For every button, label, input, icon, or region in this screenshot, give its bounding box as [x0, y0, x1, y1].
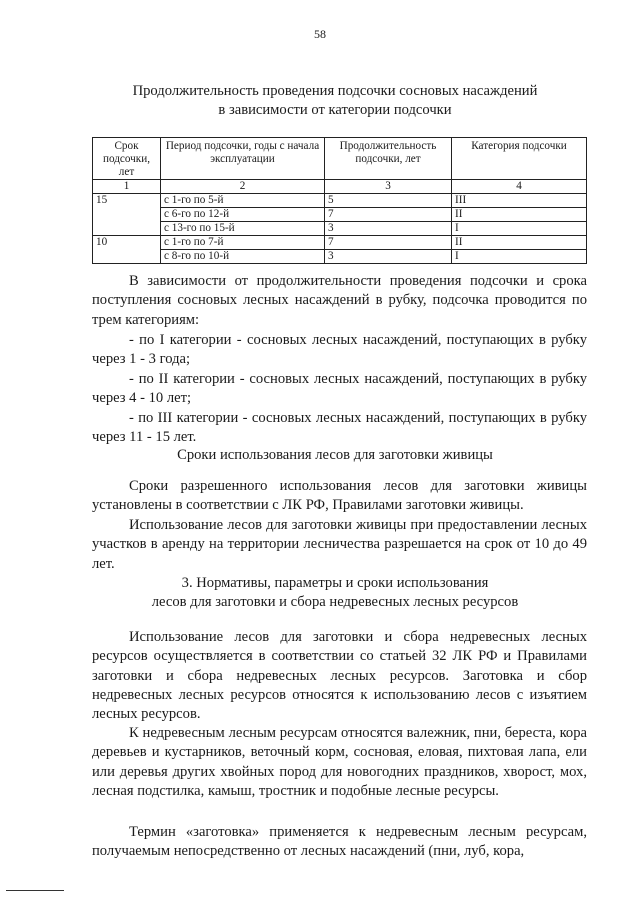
section-heading-resin-terms	[95, 446, 575, 465]
table-column-number: 4	[452, 180, 587, 194]
page-number: 58	[314, 27, 326, 41]
table-cell-period: с 6-го по 12-й	[161, 208, 325, 222]
tapping-duration-table	[92, 137, 587, 264]
table-cell-category: II	[452, 236, 587, 250]
section-heading-nonwood-line-2: лесов для заготовки и сбора недревесных лесных ресурсов	[151, 594, 519, 610]
table-column-number: 2	[161, 180, 325, 194]
table-cell-duration: 3	[325, 222, 452, 236]
table-cell-duration: 5	[325, 194, 452, 208]
table-row	[93, 222, 587, 236]
paragraph-nonwood-usage: Использование лесов для заготовки и сбора недревесных лесных ресурсов осуществляется в соответствии со статьей 32 ЛК РФ и Правилами заготовки и сбора недревесных лесных ресурсов. Заготовка и сбор недревесных лесных ресурсов относятся к использованию лесов с изъятием лесных ресурсов.	[92, 629, 587, 723]
table-header-category: Категория подсочки	[452, 138, 587, 180]
table-cell-term: 15	[93, 194, 161, 236]
table-title-line-2: в зависимости от категории подсочки	[218, 102, 452, 118]
table-column-numbers-row	[93, 180, 587, 194]
paragraph-term-harvest: Термин «заготовка» применяется к недревесным лесным ресурсам, получаемым непосредственно от лесных насаждений (пни, луб, кора,	[92, 824, 587, 860]
paragraph-nonwood-resources: К недревесным лесным ресурсам относятся валежник, пни, береста, кора деревьев и кустарников, веточный корм, сосновая, еловая, пихтовая лапа, ели или деревья других хвойных пород для новогодних праздников, хворост, мох, лесная подстилка, камыш, тростник и подобные лесные ресурсы.	[92, 725, 587, 799]
section-heading-nonwood	[95, 574, 575, 612]
table-row	[93, 194, 587, 208]
table-cell-category: II	[452, 208, 587, 222]
category-item-1: - по I категории - сосновых лесных насаждений, поступающих в рубку через 1 - 3 года;	[92, 332, 587, 368]
paragraph-resin-terms: Сроки разрешенного использования лесов для заготовки живицы установлены в соответствии с ЛК РФ, Правилами заготовки живицы.	[92, 478, 587, 514]
table-row	[93, 236, 587, 250]
table-header-period: Период подсочки, годы с начала эксплуатации	[161, 138, 325, 180]
table-cell-duration: 7	[325, 236, 452, 250]
table-cell-category: III	[452, 194, 587, 208]
section-heading-nonwood-line-1: 3. Нормативы, параметры и сроки использования	[181, 575, 489, 591]
category-item-3: - по III категории - сосновых лесных насаждений, поступающих в рубку через 11 - 15 лет.	[92, 410, 587, 446]
table-header-duration: Продолжительность подсочки, лет	[325, 138, 452, 180]
table-cell-period: с 1-го по 7-й	[161, 236, 325, 250]
table-title-line-1: Продолжительность проведения подсочки сосновых насаждений	[132, 83, 538, 99]
section-heading-text: Сроки использования лесов для заготовки живицы	[177, 447, 493, 463]
table-cell-period: с 8-го по 10-й	[161, 250, 325, 264]
table-cell-period: с 13-го по 15-й	[161, 222, 325, 236]
category-item-2: - по II категории - сосновых лесных насаждений, поступающих в рубку через 4 - 10 лет;	[92, 371, 587, 407]
table-cell-duration: 3	[325, 250, 452, 264]
table-cell-term: 10	[93, 236, 161, 264]
table-cell-duration: 7	[325, 208, 452, 222]
table-cell-category: I	[452, 222, 587, 236]
table-cell-category: I	[452, 250, 587, 264]
footnote-rule	[6, 890, 64, 891]
table-row	[93, 250, 587, 264]
table-column-number: 3	[325, 180, 452, 194]
paragraph-resin-lease: Использование лесов для заготовки живицы при предоставлении лесных участков в аренду на территории лесничества разрешается на срок от 10 до 49 лет.	[92, 517, 587, 572]
table-title	[95, 82, 575, 120]
table-header-row	[93, 138, 587, 180]
table-cell-period: с 1-го по 5-й	[161, 194, 325, 208]
paragraph-categories: В зависимости от продолжительности проведения подсочки и срока поступления сосновых лесных насаждений в рубку, подсочка проводится по трем категориям:	[92, 273, 587, 328]
table-column-number: 1	[93, 180, 161, 194]
table-row	[93, 208, 587, 222]
table-header-term: Срок подсочки, лет	[93, 138, 161, 180]
